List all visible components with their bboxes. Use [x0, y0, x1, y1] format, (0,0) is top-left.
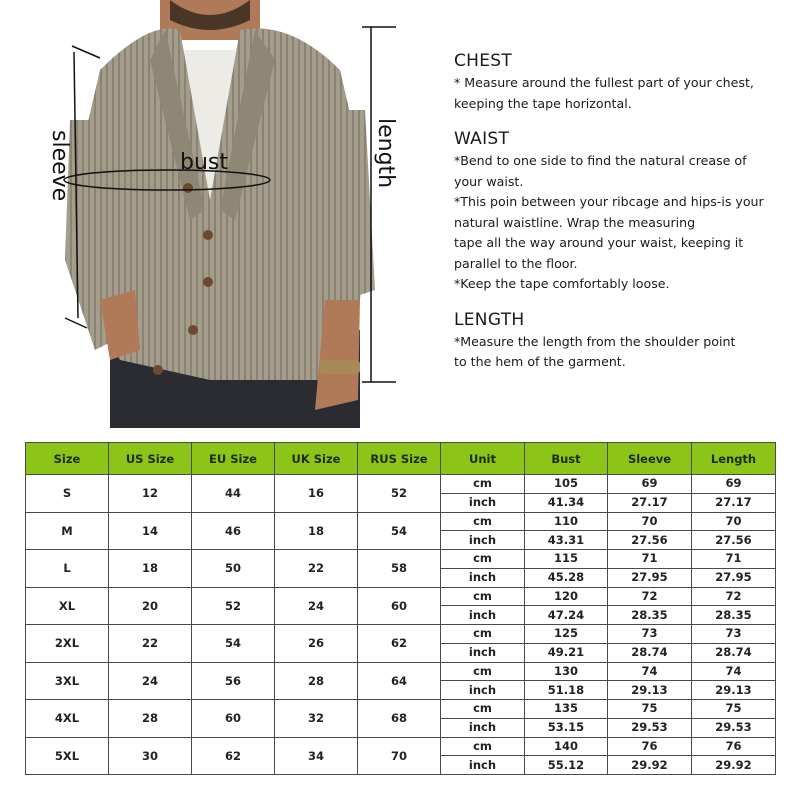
length-section — [454, 309, 794, 373]
waist-line: your waist. — [454, 173, 524, 189]
table-row — [26, 700, 776, 719]
eu-size-cell: 46 — [192, 512, 275, 550]
bust-cell: 125 — [525, 625, 608, 644]
size-cell: XL — [26, 587, 109, 625]
sleeve-cell: 29.53 — [608, 718, 692, 737]
size-cell: 2XL — [26, 625, 109, 663]
chest-title: CHEST — [454, 51, 513, 71]
size-cell: 3XL — [26, 662, 109, 700]
cardigan-model-illustration — [40, 0, 420, 428]
rus-size-cell: 60 — [358, 587, 441, 625]
bust-cell: 43.31 — [525, 531, 608, 550]
rus-size-cell: 62 — [358, 625, 441, 663]
sleeve-cell: 76 — [608, 737, 692, 756]
eu-size-cell: 62 — [192, 737, 275, 775]
bust-label: bust — [180, 150, 228, 175]
length-cell: 74 — [692, 662, 776, 681]
waist-line: *Bend to one side to find the natural crease of — [454, 153, 747, 168]
sleeve-cell: 27.95 — [608, 568, 692, 587]
length-cell: 27.17 — [692, 493, 776, 512]
unit-cell: inch — [441, 718, 525, 737]
uk-size-cell: 26 — [275, 625, 358, 663]
header-length: Length — [692, 443, 776, 475]
unit-cell: inch — [441, 756, 525, 775]
product-photo — [40, 0, 420, 428]
table-row — [26, 662, 776, 681]
unit-cell: inch — [441, 681, 525, 700]
sleeve-cell: 28.74 — [608, 643, 692, 662]
waist-line: natural waistline. Wrap the measuring — [454, 214, 696, 230]
waist-line: *Keep the tape comfortably loose. — [454, 276, 670, 291]
sleeve-cell: 29.92 — [608, 756, 692, 775]
header-eu-size: EU Size — [192, 443, 275, 475]
bust-cell: 120 — [525, 587, 608, 606]
us-size-cell: 18 — [109, 550, 192, 588]
length-cell: 27.56 — [692, 531, 776, 550]
table-row — [26, 625, 776, 644]
header-size: Size — [26, 443, 109, 475]
size-cell: L — [26, 550, 109, 588]
eu-size-cell: 50 — [192, 550, 275, 588]
sleeve-cell: 75 — [608, 700, 692, 719]
waist-line: parallel to the floor. — [454, 255, 578, 271]
length-cell: 69 — [692, 475, 776, 494]
table-row — [26, 587, 776, 606]
unit-cell: cm — [441, 475, 525, 494]
uk-size-cell: 24 — [275, 587, 358, 625]
header-sleeve: Sleeve — [608, 443, 692, 475]
us-size-cell: 28 — [109, 700, 192, 738]
chest-line: * Measure around the fullest part of your chest, — [454, 75, 754, 90]
length-cell: 73 — [692, 625, 776, 644]
length-cell: 70 — [692, 512, 776, 531]
bust-cell: 55.12 — [525, 756, 608, 775]
length-cell: 72 — [692, 587, 776, 606]
sleeve-cell: 71 — [608, 550, 692, 569]
bust-cell: 53.15 — [525, 718, 608, 737]
size-cell: M — [26, 512, 109, 550]
bust-cell: 140 — [525, 737, 608, 756]
chest-section — [454, 50, 794, 114]
us-size-cell: 22 — [109, 625, 192, 663]
unit-cell: cm — [441, 512, 525, 531]
us-size-cell: 12 — [109, 475, 192, 513]
sleeve-cell: 28.35 — [608, 606, 692, 625]
rus-size-cell: 54 — [358, 512, 441, 550]
bust-cell: 115 — [525, 550, 608, 569]
rus-size-cell: 52 — [358, 475, 441, 513]
header-bust: Bust — [525, 443, 608, 475]
uk-size-cell: 22 — [275, 550, 358, 588]
length-line: *Measure the length from the shoulder point — [454, 333, 736, 349]
bust-cell: 135 — [525, 700, 608, 719]
sleeve-cell: 29.13 — [608, 681, 692, 700]
bust-cell: 49.21 — [525, 643, 608, 662]
uk-size-cell: 34 — [275, 737, 358, 775]
unit-cell: inch — [441, 606, 525, 625]
sleeve-cell: 73 — [608, 625, 692, 644]
length-cell: 27.95 — [692, 568, 776, 587]
waist-title: WAIST — [454, 129, 510, 149]
length-cell: 71 — [692, 550, 776, 569]
table-body — [26, 475, 776, 775]
header-unit: Unit — [441, 443, 525, 475]
rus-size-cell: 68 — [358, 700, 441, 738]
measurement-instructions — [454, 50, 794, 387]
unit-cell: cm — [441, 587, 525, 606]
length-label: length — [373, 118, 398, 189]
waist-line: tape all the way around your waist, keeping it — [454, 235, 744, 250]
waist-line: *This poin between your ribcage and hips-is your — [454, 194, 764, 209]
length-cell: 28.35 — [692, 606, 776, 625]
unit-cell: cm — [441, 662, 525, 681]
size-chart-table — [25, 442, 776, 775]
chest-line: keeping the tape horizontal. — [454, 95, 632, 111]
length-cell: 76 — [692, 737, 776, 756]
waist-section — [454, 128, 794, 295]
sleeve-cell: 70 — [608, 512, 692, 531]
sleeve-cell: 74 — [608, 662, 692, 681]
length-line: to the hem of the garment. — [454, 354, 626, 369]
header-uk-size: UK Size — [275, 443, 358, 475]
sleeve-cell: 27.56 — [608, 531, 692, 550]
length-cell: 28.74 — [692, 643, 776, 662]
us-size-cell: 24 — [109, 662, 192, 700]
length-cell: 29.53 — [692, 718, 776, 737]
table-row — [26, 550, 776, 569]
size-cell: 5XL — [26, 737, 109, 775]
eu-size-cell: 44 — [192, 475, 275, 513]
bust-cell: 110 — [525, 512, 608, 531]
bust-cell: 47.24 — [525, 606, 608, 625]
rus-size-cell: 58 — [358, 550, 441, 588]
eu-size-cell: 60 — [192, 700, 275, 738]
length-cell: 29.13 — [692, 681, 776, 700]
table-row — [26, 737, 776, 756]
size-cell: S — [26, 475, 109, 513]
unit-cell: cm — [441, 700, 525, 719]
eu-size-cell: 54 — [192, 625, 275, 663]
sleeve-label: sleeve — [47, 130, 72, 202]
uk-size-cell: 32 — [275, 700, 358, 738]
unit-cell: cm — [441, 737, 525, 756]
length-cell: 29.92 — [692, 756, 776, 775]
bust-cell: 105 — [525, 475, 608, 494]
bust-cell: 41.34 — [525, 493, 608, 512]
bust-cell: 130 — [525, 662, 608, 681]
unit-cell: inch — [441, 493, 525, 512]
us-size-cell: 30 — [109, 737, 192, 775]
uk-size-cell: 18 — [275, 512, 358, 550]
us-size-cell: 20 — [109, 587, 192, 625]
table-header-row — [26, 443, 776, 475]
bust-cell: 51.18 — [525, 681, 608, 700]
uk-size-cell: 28 — [275, 662, 358, 700]
header-us-size: US Size — [109, 443, 192, 475]
length-cell: 75 — [692, 700, 776, 719]
sleeve-cell: 72 — [608, 587, 692, 606]
header-rus-size: RUS Size — [358, 443, 441, 475]
sleeve-cell: 27.17 — [608, 493, 692, 512]
unit-cell: inch — [441, 531, 525, 550]
unit-cell: cm — [441, 625, 525, 644]
length-title: LENGTH — [454, 309, 525, 330]
us-size-cell: 14 — [109, 512, 192, 550]
bust-cell: 45.28 — [525, 568, 608, 587]
eu-size-cell: 56 — [192, 662, 275, 700]
table-row — [26, 512, 776, 531]
table-row — [26, 475, 776, 494]
rus-size-cell: 64 — [358, 662, 441, 700]
unit-cell: cm — [441, 550, 525, 569]
uk-size-cell: 16 — [275, 475, 358, 513]
unit-cell: inch — [441, 568, 525, 587]
eu-size-cell: 52 — [192, 587, 275, 625]
rus-size-cell: 70 — [358, 737, 441, 775]
sleeve-cell: 69 — [608, 475, 692, 494]
size-cell: 4XL — [26, 700, 109, 738]
unit-cell: inch — [441, 643, 525, 662]
